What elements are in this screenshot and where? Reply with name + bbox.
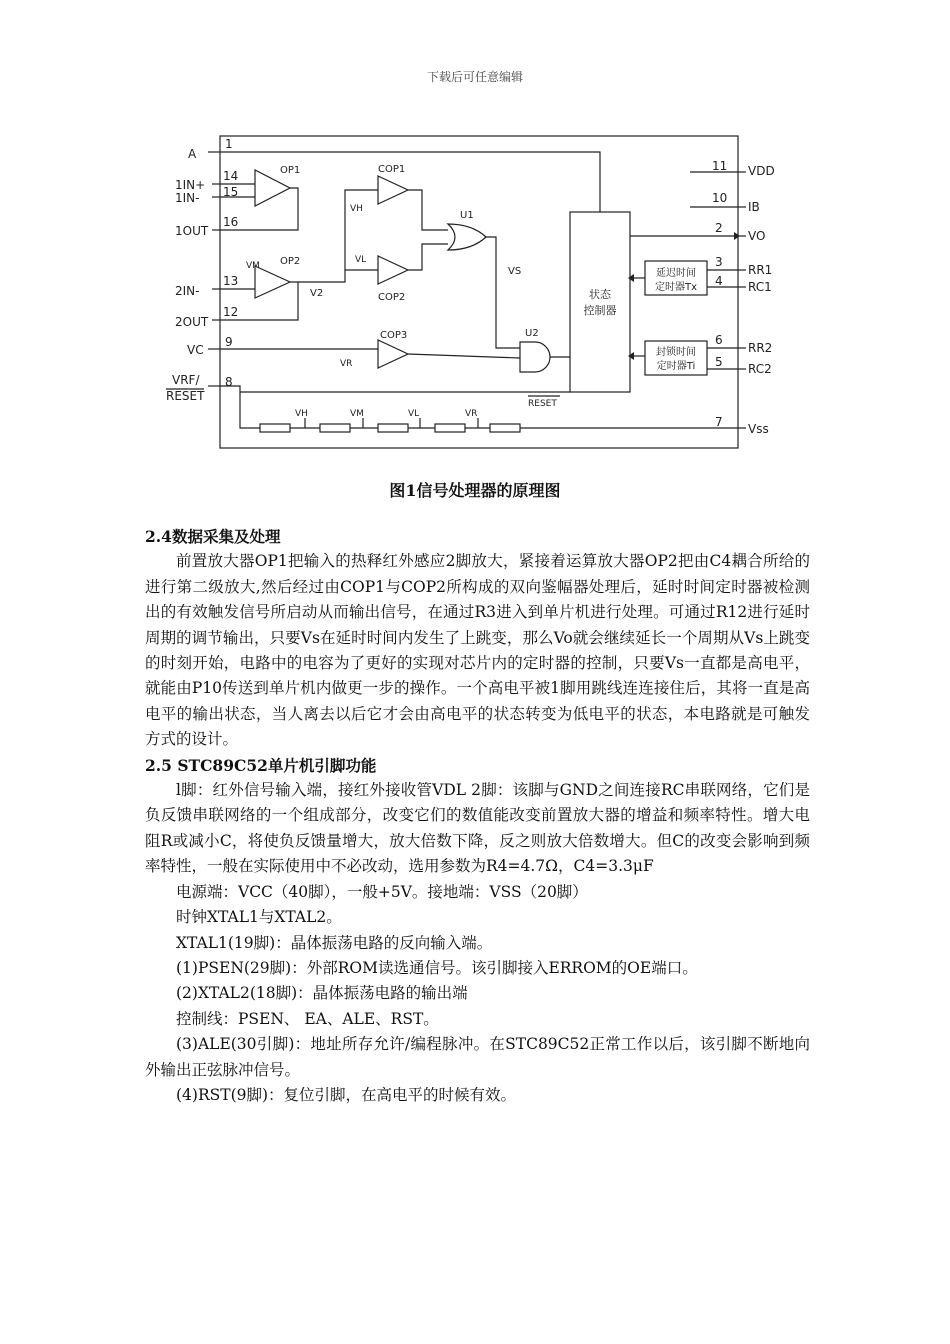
pin-label-vdd: VDD bbox=[748, 164, 775, 178]
state-controller-label-2: 控制器 bbox=[583, 304, 617, 317]
state-controller bbox=[570, 212, 630, 392]
line-rst: (4)RST(9脚)：复位引脚，在高电平的时候有效。 bbox=[176, 1085, 517, 1104]
pin-label-rc2: RC2 bbox=[748, 362, 772, 376]
u2-and-gate bbox=[520, 342, 550, 372]
pin-num-6: 6 bbox=[715, 333, 723, 347]
pin-label-a: A bbox=[188, 147, 197, 161]
resistor-1 bbox=[260, 424, 290, 432]
cop1-comparator bbox=[378, 176, 408, 204]
pin-num-11: 11 bbox=[712, 159, 728, 173]
pin-num-4: 4 bbox=[715, 274, 723, 288]
lock-timer-label-2: 定时器Ti bbox=[656, 361, 696, 372]
wire-u1-out bbox=[486, 237, 520, 348]
resistor-5 bbox=[490, 424, 520, 432]
wire-v2-cop1 bbox=[298, 190, 378, 282]
line-power: 电源端：VCC（40脚），一般+5V。接地端：VSS（20脚） bbox=[176, 882, 588, 901]
paragraph-2-5-pin1: l脚：红外信号输入端，接红外接收管VDL 2脚：该脚与GND之间连接RC串联网络，它们是负反馈串联网络的一个组成部分，改变它们的数值能改变前置放大器的增益和频率特性。增大电阻R或减小C，将使负反馈量增大，放大倍数下降，反之则放大倍数增大。但C的改变会影响到频率特性，一般在实际使用中不必改动，选用参数为R4=4.7Ω，C4=3.3μF bbox=[145, 781, 810, 876]
line-clock: 时钟XTAL1与XTAL2。 bbox=[176, 908, 342, 927]
ladder-label-vm: VM bbox=[350, 409, 364, 419]
lock-timer-label-1: 封锁时间 bbox=[656, 347, 696, 358]
pin-label-1in-plus: 1IN+ bbox=[175, 178, 206, 192]
vl-label: VL bbox=[355, 255, 367, 265]
resistor-4 bbox=[435, 424, 465, 432]
ladder-label-vr: VR bbox=[465, 409, 478, 419]
cop3-label: COP3 bbox=[380, 330, 408, 341]
pin-label-1out: 1OUT bbox=[175, 224, 209, 238]
pin-label-2in-minus: 2IN- bbox=[175, 284, 200, 298]
pin-num-9: 9 bbox=[225, 335, 233, 349]
ladder-label-vl: VL bbox=[408, 409, 420, 419]
pin-num-1: 1 bbox=[225, 137, 233, 151]
body-text bbox=[145, 524, 810, 1108]
pin-label-reset: RESET bbox=[166, 389, 205, 403]
pin-label-vss: Vss bbox=[748, 422, 769, 436]
pin-label-1in-minus: 1IN- bbox=[175, 191, 200, 205]
section-title-2-5: 2.5 STC89C52单片机引脚功能 bbox=[145, 755, 377, 775]
cop3-comparator bbox=[378, 340, 408, 368]
wire-reset bbox=[220, 386, 570, 392]
resistor-2 bbox=[320, 424, 350, 432]
pin-num-8: 8 bbox=[225, 375, 233, 389]
pin-num-10: 10 bbox=[712, 191, 728, 205]
vs-label: VS bbox=[508, 266, 522, 277]
paragraph-ale: (3)ALE(30引脚)：地址所存允许/编程脉冲。在STC89C52正常工作以后，该引脚不断地向外输出正弦脉冲信号。 bbox=[145, 1035, 810, 1079]
pin-num-15: 15 bbox=[223, 185, 239, 199]
wire-cop1-out bbox=[408, 190, 448, 230]
ladder-taps bbox=[305, 418, 478, 428]
pin-num-12: 12 bbox=[223, 305, 239, 319]
cop2-comparator bbox=[378, 256, 408, 284]
delay-timer-label-1: 延迟时间 bbox=[656, 268, 696, 279]
pin-label-vrf: VRF/ bbox=[172, 373, 200, 387]
pin-label-rr1: RR1 bbox=[748, 263, 773, 277]
circuit-svg bbox=[150, 128, 800, 458]
v2-label: V2 bbox=[310, 288, 324, 299]
pin-label-vc: VC bbox=[187, 343, 204, 357]
op2-amp bbox=[255, 266, 290, 298]
state-controller-label-1: 状态 bbox=[589, 288, 611, 301]
u1-label: U1 bbox=[460, 210, 474, 221]
u2-label: U2 bbox=[525, 328, 539, 339]
pin-num-16: 16 bbox=[223, 215, 239, 229]
op1-label: OP1 bbox=[280, 165, 301, 176]
pin-num-7: 7 bbox=[715, 415, 723, 429]
section-title-2-4: 2.4数据采集及处理 bbox=[145, 527, 281, 546]
cop2-label: COP2 bbox=[378, 292, 406, 303]
line-xtal2: (2)XTAL2(18脚)：晶体振荡电路的输出端 bbox=[176, 984, 468, 1003]
vo-arrow bbox=[734, 232, 740, 240]
line-control: 控制线：PSEN、 EA、ALE、RST。 bbox=[176, 1009, 439, 1028]
line-xtal1: XTAL1(19脚)：晶体振荡电路的反向输入端。 bbox=[176, 933, 493, 952]
figure-caption: 图1信号处理器的原理图 bbox=[389, 481, 561, 500]
circuit-diagram bbox=[150, 128, 800, 458]
pin-label-ib: IB bbox=[748, 200, 760, 214]
paragraph-2-4: 前置放大器OP1把输入的热释红外感应2脚放大，紧接着运算放大器OP2把由C4耦合所给的进行第二级放大,然后经过由COP1与COP2所构成的双向鉴幅器处理后，延时时间定时器被检测出的有效触发信号所启动从而输出信号，在通过R3进入到单片机进行处理。可通过R12进行延时周期的调节输出，只要Vs在延时时间内发生了上跳变，那么Vo就会继续延长一个周期从Vs上跳变的时刻开始，电路中的电容为了更好的实现对芯片内的定时器的控制，只要Vs一直都是高电平，就能由P10传送到单片机内做更一步的操作。一个高电平被1脚用跳线连连接住后，其将一直是高电平的输出状态，当人离去以后它才会由高电平的状态转变为低电平的状态，本电路就是可触发方式的设计。 bbox=[145, 552, 810, 749]
cop1-label: COP1 bbox=[378, 164, 406, 175]
vr-label: VR bbox=[340, 359, 353, 369]
resistor-3 bbox=[378, 424, 408, 432]
u1-or-gate bbox=[448, 224, 486, 250]
wire-cop2-out bbox=[408, 244, 448, 270]
delay-arrow bbox=[628, 274, 634, 282]
wire-ladder-start bbox=[240, 392, 260, 428]
pin-label-2out: 2OUT bbox=[175, 315, 209, 329]
ladder-label-vh: VH bbox=[295, 409, 308, 419]
wire-pin1 bbox=[220, 152, 600, 212]
pin-num-5: 5 bbox=[715, 355, 723, 369]
reset-label: RESET bbox=[528, 399, 557, 409]
pin-num-13: 13 bbox=[223, 274, 239, 288]
pin-label-rc1: RC1 bbox=[748, 280, 772, 294]
pin-label-vo: VO bbox=[748, 229, 766, 243]
delay-timer-label-2: 定时器Tx bbox=[654, 282, 698, 293]
op2-label: OP2 bbox=[280, 256, 301, 267]
wire-cop3-out bbox=[408, 354, 520, 358]
pin-num-14: 14 bbox=[223, 169, 239, 183]
pin-num-2: 2 bbox=[715, 221, 723, 235]
line-psen: (1)PSEN(29脚)：外部ROM读选通信号。该引脚接入ERROM的OE端口。 bbox=[176, 958, 698, 977]
vh-label: VH bbox=[350, 204, 363, 214]
pin-num-3: 3 bbox=[715, 255, 723, 269]
vm-label: VM bbox=[246, 261, 260, 271]
page-header: 下载后可任意编辑 bbox=[426, 70, 523, 84]
pin-label-rr2: RR2 bbox=[748, 341, 773, 355]
lock-arrow bbox=[628, 352, 634, 360]
